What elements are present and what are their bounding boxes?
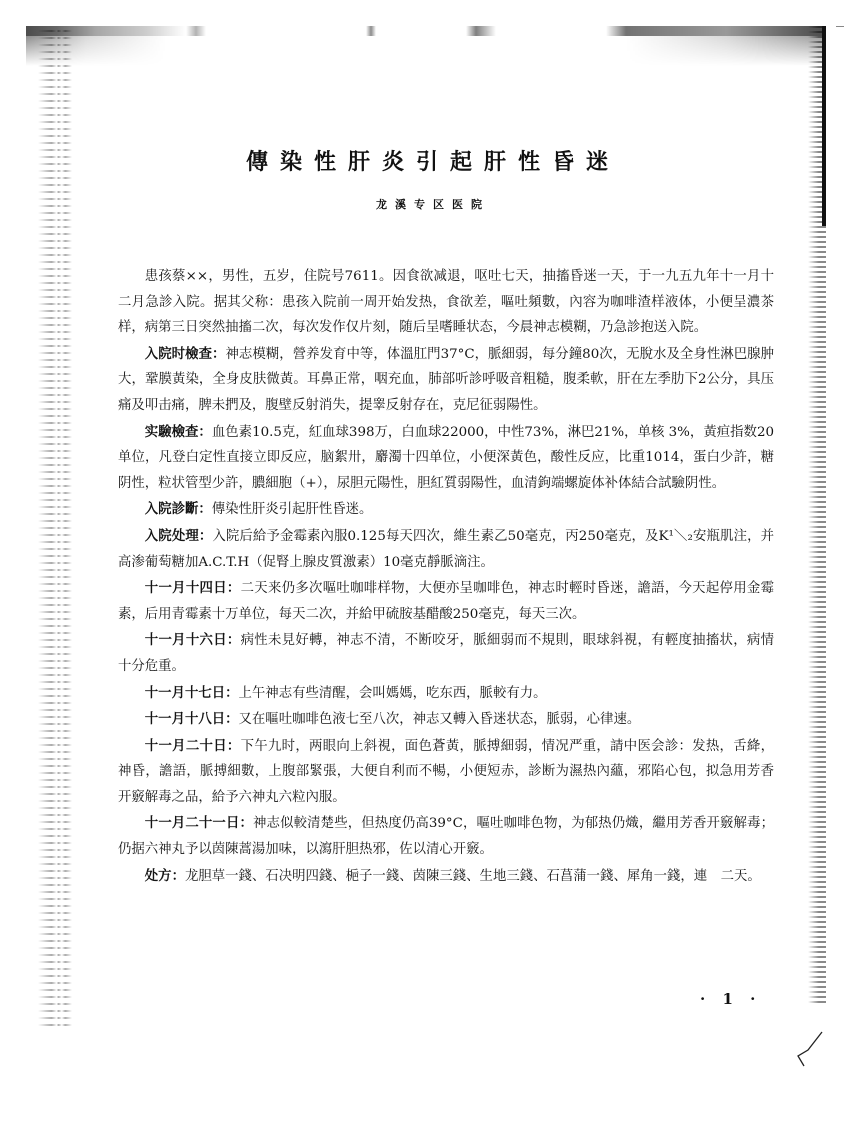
paragraph-lead: 入院时檢查： <box>144 345 226 362</box>
paragraph-lab-tests: 实驗檢查：血色素10.5克，紅血球398万，白血球22000，中性73%，淋巴21%，单核 3%，黃疸指数20单位，凡登白定性直接立即反应，脑絮卅，麝濁十四单位，小便深黃色，酸性反应，比重1014，蛋白少許，糖阴性，粒状管型少許，膿細胞（+），尿胆元陽性，胆紅質弱陽性，血清鉤端螺旋体补体結合試驗阴性。 <box>118 423 774 491</box>
paragraph-lead: 十一月二十日： <box>144 737 241 754</box>
paragraph-nov-17: 十一月十七日：上午神志有些清醒，会叫媽媽，吃东西，脈較有力。 <box>144 684 547 701</box>
paragraph-lead: 入院診斷： <box>144 501 212 518</box>
paragraph-lead: 十一月十七日： <box>144 684 239 701</box>
paragraph-prescription: 处方：龙胆草一錢、石决明四錢、梔子一錢、茵陳三錢、生地三錢、石菖蒲一錢、犀角一錢，連 二天。 <box>144 867 761 884</box>
paragraph-case-history: 患孩蔡××，男性，五岁，住院号7611。因食欲减退，呕吐七天，抽搐昏迷一天，于一九五九年十一月十二月急診入院。据其父称：患孩入院前一周开始发热，食欲差，嘔吐頻數，內容为咖啡渣样液体，小便呈濃茶样，病第三日突然抽搐二次，每次发作仅片刻，随后呈嗜睡状态，今晨神志模糊，乃急診抱送入院。 <box>118 269 774 336</box>
document-title: 傳染性肝炎引起肝性昏迷 <box>245 149 620 175</box>
paragraph-nov-21: 十一月二十一日：神志似較清楚些，但热度仍高39°C，嘔吐咖啡色物，为郁热仍熾，繼用芳香开竅解毒；仍据六神丸予以茵陳蒿湯加味，以瀉肝胆热邪，佐以清心开竅。 <box>118 815 775 858</box>
paragraph-nov-20: 十一月二十日：下午九时，两眼向上斜視，面色蒼黃，脈搏細弱，情况严重，請中医会診：发热，舌絳，神昏，譫語，脈搏細數，上腹部緊張，大便自利而不暢，小便短赤，診断为濕热內蘊，邪陷心包，拟急用芳香开竅解毒之品，給予六神丸六粒內服。 <box>118 737 775 805</box>
paragraph-lead: 入院处理： <box>144 527 213 544</box>
paragraph-treatment: 入院处理：入院后給予金霉素內服0.125每天四次，維生素乙50毫克，丙250毫克，及K¹＼₂安瓶肌注，并高渗葡萄糖加A.C.T.H（促腎上腺皮質激素）10毫克靜脈滴注。 <box>118 527 775 570</box>
page-number: · 1 · <box>700 990 762 1008</box>
paragraph-lead: 处方： <box>144 867 185 884</box>
paragraph-diagnosis: 入院診斷：傳染性肝炎引起肝性昏迷。 <box>144 501 373 518</box>
paragraph-lead: 实驗檢查： <box>144 423 212 440</box>
paragraph-lead: 十一月十八日： <box>144 711 239 728</box>
paragraph-lead: 十一月十六日： <box>144 632 241 649</box>
document-body <box>118 264 774 890</box>
paragraph-nov-16: 十一月十六日：病性未見好轉，神志不清，不断咬牙，脈細弱而不規則，眼球斜視，有輕度抽搐状，病情十分危重。 <box>118 632 775 674</box>
document-author: 龙溪专区医院 <box>376 198 490 211</box>
paragraph-nov-18: 十一月十八日：又在嘔吐咖啡色液七至八次，神志又轉入昏迷状态，脈弱，心律速。 <box>144 711 641 728</box>
paragraph-lead: 十一月十四日： <box>144 580 241 597</box>
paragraph-lead: 十一月二十一日： <box>144 815 254 832</box>
paragraph-admission-exam: 入院时檢查：神志模糊，營养发育中等，体溫肛門37°C，脈細弱，每分鐘80次，无脫水及全身性淋巴腺肿大，鞏膜黃染，全身皮肤微黃。耳鼻正常，咽充血，肺部听診呼吸音粗糙，腹柔軟，肝在左季肋下2公分，具压痛及叩击痛，脾未捫及，腹壁反射消失，提睾反射存在，克尼征弱陽性。 <box>118 345 774 413</box>
paragraph-nov-14: 十一月十四日：二天来仍多次嘔吐咖啡样物，大便亦呈咖啡色，神志时輕时昏迷，譫語，今天起停用金霉素，后用青霉素十万单位，每天二次，并給甲硫胺基醋酸250毫克，每天三次。 <box>118 580 775 622</box>
